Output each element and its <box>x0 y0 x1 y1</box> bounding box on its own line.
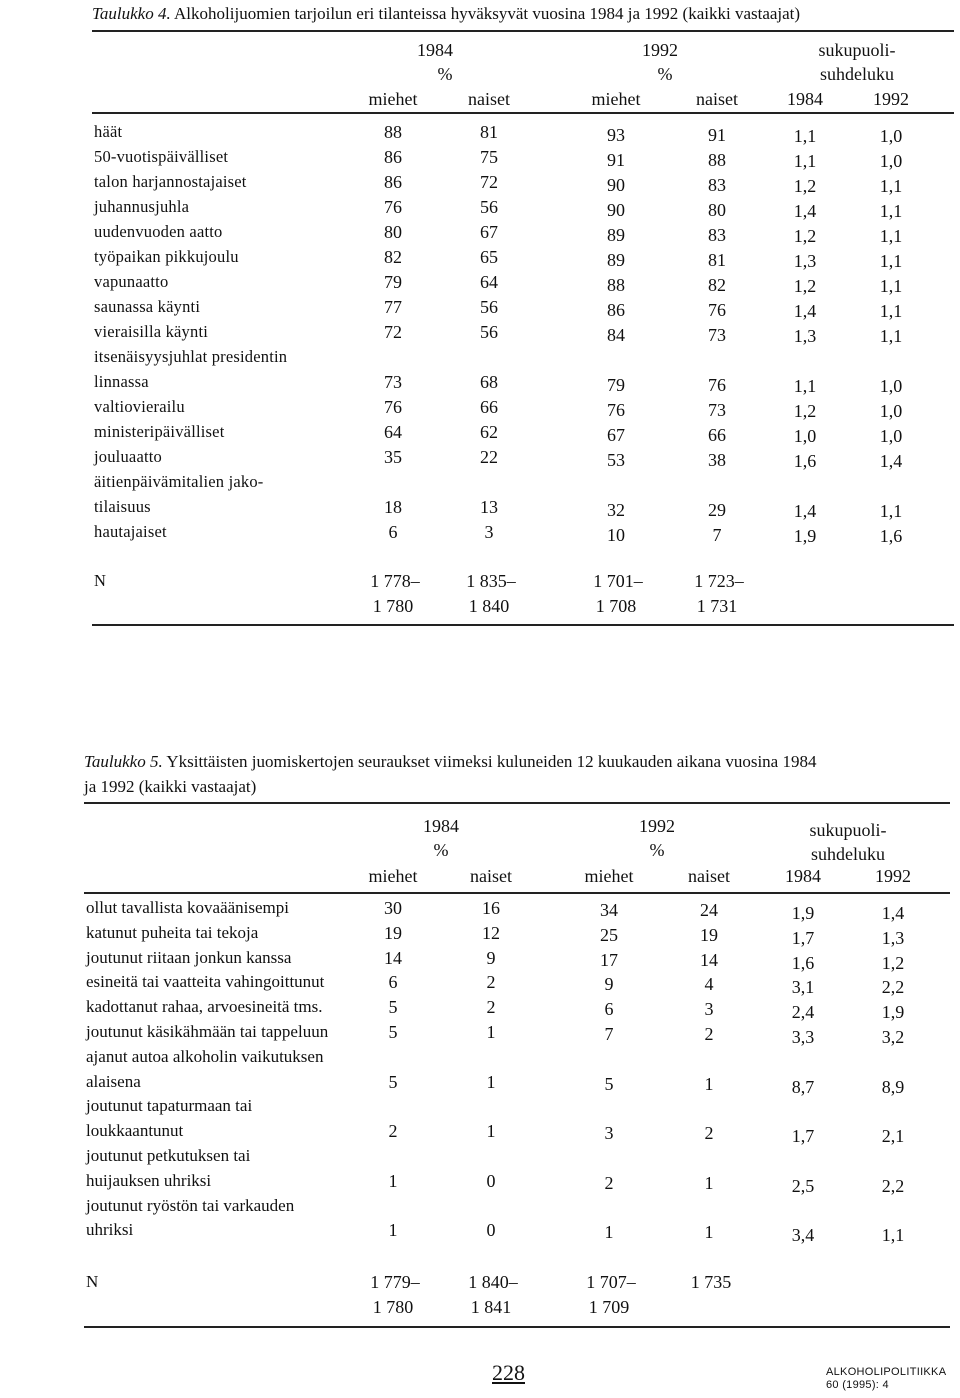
table5-caption-text-1: Yksittäisten juomiskertojen seuraukset viimeksi kuluneiden 12 kuukauden aikana vuosina 1984 <box>166 752 817 771</box>
table4-cell: 90 <box>607 175 625 195</box>
table5-caption-label: Taulukko 5. <box>84 752 163 771</box>
table5-col-header: 1984 <box>785 866 821 886</box>
table4-cell: 7 <box>712 525 722 545</box>
table5-cell: 9 <box>486 948 496 968</box>
table5-row-label: esineitä tai vaatteita vahingoittunut <box>86 972 325 991</box>
table4-row-label: työpaikan pikkujoulu <box>94 247 239 266</box>
table4-n-value: 1 835– <box>466 571 516 591</box>
table4-cell: 89 <box>607 250 625 270</box>
table4-cell: 1,0 <box>879 376 903 396</box>
table5-row-label: alaisena <box>86 1072 141 1091</box>
table4-cell: 81 <box>480 122 498 142</box>
table4-cell: 1,4 <box>793 501 817 521</box>
table4-cell: 29 <box>708 500 726 520</box>
table5-cell: 30 <box>384 898 402 918</box>
table5-header-1984: 1984 <box>423 816 459 836</box>
table5-col-header: naiset <box>688 866 730 886</box>
table4-cell: 1,1 <box>879 251 903 271</box>
table4-cell: 62 <box>480 422 498 442</box>
table4-cell: 88 <box>607 275 625 295</box>
table5-cell: 6 <box>388 972 398 992</box>
table5-n-value: 1 707– <box>586 1272 636 1292</box>
table4-cell: 1,1 <box>793 376 817 396</box>
table4-cell: 38 <box>708 450 726 470</box>
table4-cell: 91 <box>708 125 726 145</box>
table5-header-ratio-1: sukupuoli- <box>809 820 887 840</box>
table4-cell: 73 <box>708 400 726 420</box>
table4-caption <box>92 4 800 24</box>
table4-cell: 89 <box>607 225 625 245</box>
table5-n-value: 1 841 <box>470 1297 512 1317</box>
page-number: 228 <box>492 1360 525 1385</box>
table4-cell: 1,9 <box>793 526 817 546</box>
table5-cell: 3,1 <box>791 977 815 997</box>
table5-cell: 2,4 <box>791 1002 815 1022</box>
table4-n-value: 1 780 <box>372 596 414 616</box>
table4-cell: 35 <box>384 447 402 467</box>
table4-row-label: vapunaatto <box>94 272 169 291</box>
table4-col-header: 1992 <box>873 89 909 109</box>
table4-cell: 64 <box>480 272 498 292</box>
table4-n-value: 1 731 <box>696 596 738 616</box>
table5-cell: 14 <box>700 950 718 970</box>
table4-cell: 68 <box>480 372 498 392</box>
table5-n-value: 1 780 <box>372 1297 414 1317</box>
table5-cell: 1 <box>604 1222 614 1242</box>
table5-cell: 2 <box>486 972 496 992</box>
table5-cell: 8,9 <box>881 1077 905 1097</box>
table4-row-label: jouluaatto <box>94 447 162 466</box>
table5-cell: 17 <box>600 950 618 970</box>
table4-cell: 1,0 <box>793 426 817 446</box>
table4-caption-text: Alkoholijuomien tarjoilun eri tilanteissa hyväksyvät vuosina 1984 ja 1992 (kaikki vastaajat) <box>174 4 801 23</box>
table5-row-label: joutunut riitaan jonkun kanssa <box>86 948 292 967</box>
table4-cell: 56 <box>480 197 498 217</box>
table4-caption-label: Taulukko 4. <box>92 4 171 23</box>
table5-header-ratio-2: suhdeluku <box>811 844 885 864</box>
table4-cell: 1,0 <box>879 126 903 146</box>
table4-cell: 1,1 <box>879 276 903 296</box>
table5-cell: 1 <box>486 1072 496 1092</box>
table4-cell: 1,1 <box>879 301 903 321</box>
table4-cell: 1,1 <box>879 176 903 196</box>
journal-name: ALKOHOLIPOLITIIKKA <box>826 1366 947 1378</box>
table4-cell: 81 <box>708 250 726 270</box>
table5-row-label: huijauksen uhriksi <box>86 1171 212 1190</box>
table4-col-header: naiset <box>696 89 738 109</box>
table5-cell: 2 <box>704 1123 714 1143</box>
table5-cell: 0 <box>486 1220 496 1240</box>
table4-cell: 1,1 <box>879 501 903 521</box>
table4-cell: 66 <box>708 425 726 445</box>
table4-top-rule <box>92 30 954 32</box>
table4-n-value: 1 840 <box>468 596 510 616</box>
table5-cell: 3,4 <box>791 1225 815 1245</box>
table5-cell: 5 <box>388 1072 398 1092</box>
table5-cell: 2 <box>704 1024 714 1044</box>
table5-cell: 1 <box>704 1074 714 1094</box>
table5-cell: 1,2 <box>881 953 905 973</box>
table4-cell: 1,1 <box>793 126 817 146</box>
table5-row-label: ajanut autoa alkoholin vaikutuksen <box>86 1047 324 1066</box>
table5-cell: 1 <box>486 1022 496 1042</box>
table4-cell: 76 <box>384 197 402 217</box>
table4-cell: 79 <box>607 375 625 395</box>
table4-cell: 1,1 <box>879 326 903 346</box>
table4-row-label: ministeripäivälliset <box>94 422 225 441</box>
table4-cell: 1,1 <box>879 201 903 221</box>
table4-cell: 67 <box>480 222 498 242</box>
table4-row-label: juhannusjuhla <box>94 197 190 216</box>
table4-cell: 1,1 <box>793 151 817 171</box>
table4-n-label: N <box>94 571 107 590</box>
table5-cell: 1 <box>388 1220 398 1240</box>
table4-cell: 82 <box>708 275 726 295</box>
table4-row-label: itsenäisyysjuhlat presidentin <box>94 347 288 366</box>
table4-cell: 88 <box>384 122 402 142</box>
table5-cell: 1,3 <box>881 928 905 948</box>
table5-cell: 1 <box>704 1222 714 1242</box>
table5-n-label: N <box>86 1272 99 1291</box>
table5-cell: 2 <box>604 1173 614 1193</box>
table4-row-label: uudenvuoden aatto <box>94 222 223 241</box>
table5-cell: 34 <box>600 900 618 920</box>
table4-col-header: 1984 <box>787 89 823 109</box>
table4-cell: 86 <box>384 172 402 192</box>
table5-row-label: uhriksi <box>86 1220 134 1239</box>
table5-cell: 2,2 <box>881 977 905 997</box>
table4-bottom-rule <box>92 624 954 626</box>
table5-cell: 1,1 <box>881 1225 905 1245</box>
table4-cell: 76 <box>384 397 402 417</box>
table5-cell: 1 <box>388 1171 398 1191</box>
table4-cell: 82 <box>384 247 402 267</box>
table4-cell: 73 <box>708 325 726 345</box>
table4-cell: 91 <box>607 150 625 170</box>
table4-cell: 76 <box>607 400 625 420</box>
table4-cell: 1,6 <box>879 526 903 546</box>
table5-cell: 1,7 <box>791 928 815 948</box>
table4-row-label: häät <box>94 122 123 141</box>
table5-row-label: loukkaantunut <box>86 1121 184 1140</box>
table4-cell: 3 <box>484 522 494 542</box>
table4-row-label: hautajaiset <box>94 522 167 541</box>
table5-col-header: naiset <box>470 866 512 886</box>
table5-n-value: 1 709 <box>588 1297 630 1317</box>
table4-cell: 84 <box>607 325 625 345</box>
table4-header-ratio-2: suhdeluku <box>820 64 894 84</box>
table4-n-value: 1 701– <box>593 571 643 591</box>
table4-row-label: äitienpäivämitalien jako- <box>94 472 264 491</box>
table4-row-label: talon harjannostajaiset <box>94 172 247 191</box>
table4-cell: 83 <box>708 175 726 195</box>
table5-cell: 5 <box>604 1074 614 1094</box>
table5-row-label: joutunut käsikähmään tai tappeluun <box>86 1022 329 1041</box>
table4-cell: 64 <box>384 422 402 442</box>
table4-cell: 6 <box>388 522 398 542</box>
table5-n-value: 1 735 <box>690 1272 732 1292</box>
table4-cell: 1,0 <box>879 426 903 446</box>
table5-cell: 1 <box>704 1173 714 1193</box>
table5-cell: 1,7 <box>791 1126 815 1146</box>
table5-col-header: 1992 <box>875 866 911 886</box>
table5-cell: 2,1 <box>881 1126 905 1146</box>
table4-header-1992-pct: % <box>657 64 673 84</box>
table4-row-label: tilaisuus <box>94 497 151 516</box>
table5-header-1984-pct: % <box>433 840 449 860</box>
table4-cell: 1,2 <box>793 276 817 296</box>
table4-cell: 83 <box>708 225 726 245</box>
table4-cell: 65 <box>480 247 498 267</box>
table4-cell: 1,2 <box>793 401 817 421</box>
table5-row-label: joutunut ryöstön tai varkauden <box>86 1196 295 1215</box>
table5-cell: 1,4 <box>881 903 905 923</box>
table5-cell: 25 <box>600 925 618 945</box>
table5-top-rule <box>84 802 950 804</box>
table4-cell: 1,1 <box>879 226 903 246</box>
table5-cell: 3 <box>604 1123 614 1143</box>
table4-cell: 22 <box>480 447 498 467</box>
table4-cell: 1,4 <box>793 201 817 221</box>
table4-cell: 13 <box>480 497 498 517</box>
table4-cell: 80 <box>708 200 726 220</box>
table5-row-label: kadottanut rahaa, arvoesineitä tms. <box>86 997 323 1016</box>
table5-bottom-rule <box>84 1326 950 1328</box>
table4-col-header: miehet <box>591 89 641 109</box>
table5-cell: 14 <box>384 948 402 968</box>
journal-issue: 60 (1995): 4 <box>826 1379 889 1391</box>
table4-cell: 67 <box>607 425 625 445</box>
table5-caption <box>84 752 816 772</box>
table4-cell: 93 <box>607 125 625 145</box>
table5-row-label: ollut tavallista kovaäänisempi <box>86 898 290 917</box>
table5-cell: 1,9 <box>791 903 815 923</box>
table4-row-label: valtiovierailu <box>94 397 185 416</box>
table5-row-label: katunut puheita tai tekoja <box>86 923 259 942</box>
table4-cell: 1,4 <box>793 301 817 321</box>
table4-header-1984-pct: % <box>437 64 453 84</box>
table4-col-header: miehet <box>368 89 418 109</box>
table4-cell: 86 <box>384 147 402 167</box>
table4-cell: 72 <box>384 322 402 342</box>
table5-header-rule <box>84 892 950 894</box>
table5-cell: 8,7 <box>791 1077 815 1097</box>
table5-cell: 3 <box>704 999 714 1019</box>
table4-cell: 1,3 <box>793 251 817 271</box>
table4-cell: 32 <box>607 500 625 520</box>
table4-cell: 76 <box>708 375 726 395</box>
table4-cell: 53 <box>607 450 625 470</box>
table4-row-label: vieraisilla käynti <box>94 322 209 341</box>
table5-cell: 19 <box>700 925 718 945</box>
table4-cell: 72 <box>480 172 498 192</box>
table4-cell: 10 <box>607 525 625 545</box>
table4-row-label: 50-vuotispäivälliset <box>94 147 229 166</box>
table4-col-header: naiset <box>468 89 510 109</box>
table5-row-label: joutunut petkutuksen tai <box>86 1146 251 1165</box>
table5-cell: 2,2 <box>881 1176 905 1196</box>
table4-cell: 56 <box>480 297 498 317</box>
table4-cell: 79 <box>384 272 402 292</box>
table5-header-1992-pct: % <box>649 840 665 860</box>
table5-cell: 5 <box>388 997 398 1017</box>
table4-header-ratio-1: sukupuoli- <box>818 40 896 60</box>
table4-row-label: linnassa <box>94 372 149 391</box>
table4-cell: 77 <box>384 297 402 317</box>
table5-cell: 1,9 <box>881 1002 905 1022</box>
table5-col-header: miehet <box>368 866 418 886</box>
table5-cell: 19 <box>384 923 402 943</box>
table4-cell: 76 <box>708 300 726 320</box>
table4-cell: 73 <box>384 372 402 392</box>
table4-header-rule <box>92 112 954 114</box>
table5-cell: 1 <box>486 1121 496 1141</box>
table5-cell: 2 <box>388 1121 398 1141</box>
table4-n-value: 1 708 <box>595 596 637 616</box>
table5-cell: 3,3 <box>791 1027 815 1047</box>
table4-cell: 80 <box>384 222 402 242</box>
table4-cell: 18 <box>384 497 402 517</box>
table5-cell: 4 <box>704 974 714 994</box>
table4-n-value: 1 723– <box>694 571 744 591</box>
table4-cell: 86 <box>607 300 625 320</box>
table4-cell: 1,6 <box>793 451 817 471</box>
table4-header-1984: 1984 <box>417 40 453 60</box>
table4-cell: 1,0 <box>879 151 903 171</box>
table5-cell: 0 <box>486 1171 496 1191</box>
table4-cell: 90 <box>607 200 625 220</box>
table5-col-header: miehet <box>584 866 634 886</box>
table5-cell: 2,5 <box>791 1176 815 1196</box>
table4-cell: 56 <box>480 322 498 342</box>
table5-cell: 9 <box>604 974 614 994</box>
table5-cell: 12 <box>482 923 500 943</box>
table4-header-1992: 1992 <box>642 40 678 60</box>
table4-cell: 1,2 <box>793 226 817 246</box>
table5-caption-text-2: ja 1992 (kaikki vastaajat) <box>84 777 257 796</box>
table5-cell: 2 <box>486 997 496 1017</box>
table5-cell: 6 <box>604 999 614 1019</box>
table5-cell: 3,2 <box>881 1027 905 1047</box>
table5-row-label: joutunut tapaturmaan tai <box>86 1096 253 1115</box>
table5-cell: 24 <box>700 900 718 920</box>
table4-cell: 1,0 <box>879 401 903 421</box>
table4-row-label: saunassa käynti <box>94 297 201 316</box>
table4-cell: 66 <box>480 397 498 417</box>
table4-cell: 75 <box>480 147 498 167</box>
table5-cell: 1,6 <box>791 953 815 973</box>
table5-cell: 5 <box>388 1022 398 1042</box>
table5-header-1992: 1992 <box>639 816 675 836</box>
table5-n-value: 1 779– <box>370 1272 420 1292</box>
table4-n-value: 1 778– <box>370 571 420 591</box>
table4-cell: 1,2 <box>793 176 817 196</box>
table4-cell: 1,3 <box>793 326 817 346</box>
table4-cell: 88 <box>708 150 726 170</box>
table4-cell: 1,4 <box>879 451 903 471</box>
table5-cell: 7 <box>604 1024 614 1044</box>
table5-cell: 16 <box>482 898 500 918</box>
table5-n-value: 1 840– <box>468 1272 518 1292</box>
